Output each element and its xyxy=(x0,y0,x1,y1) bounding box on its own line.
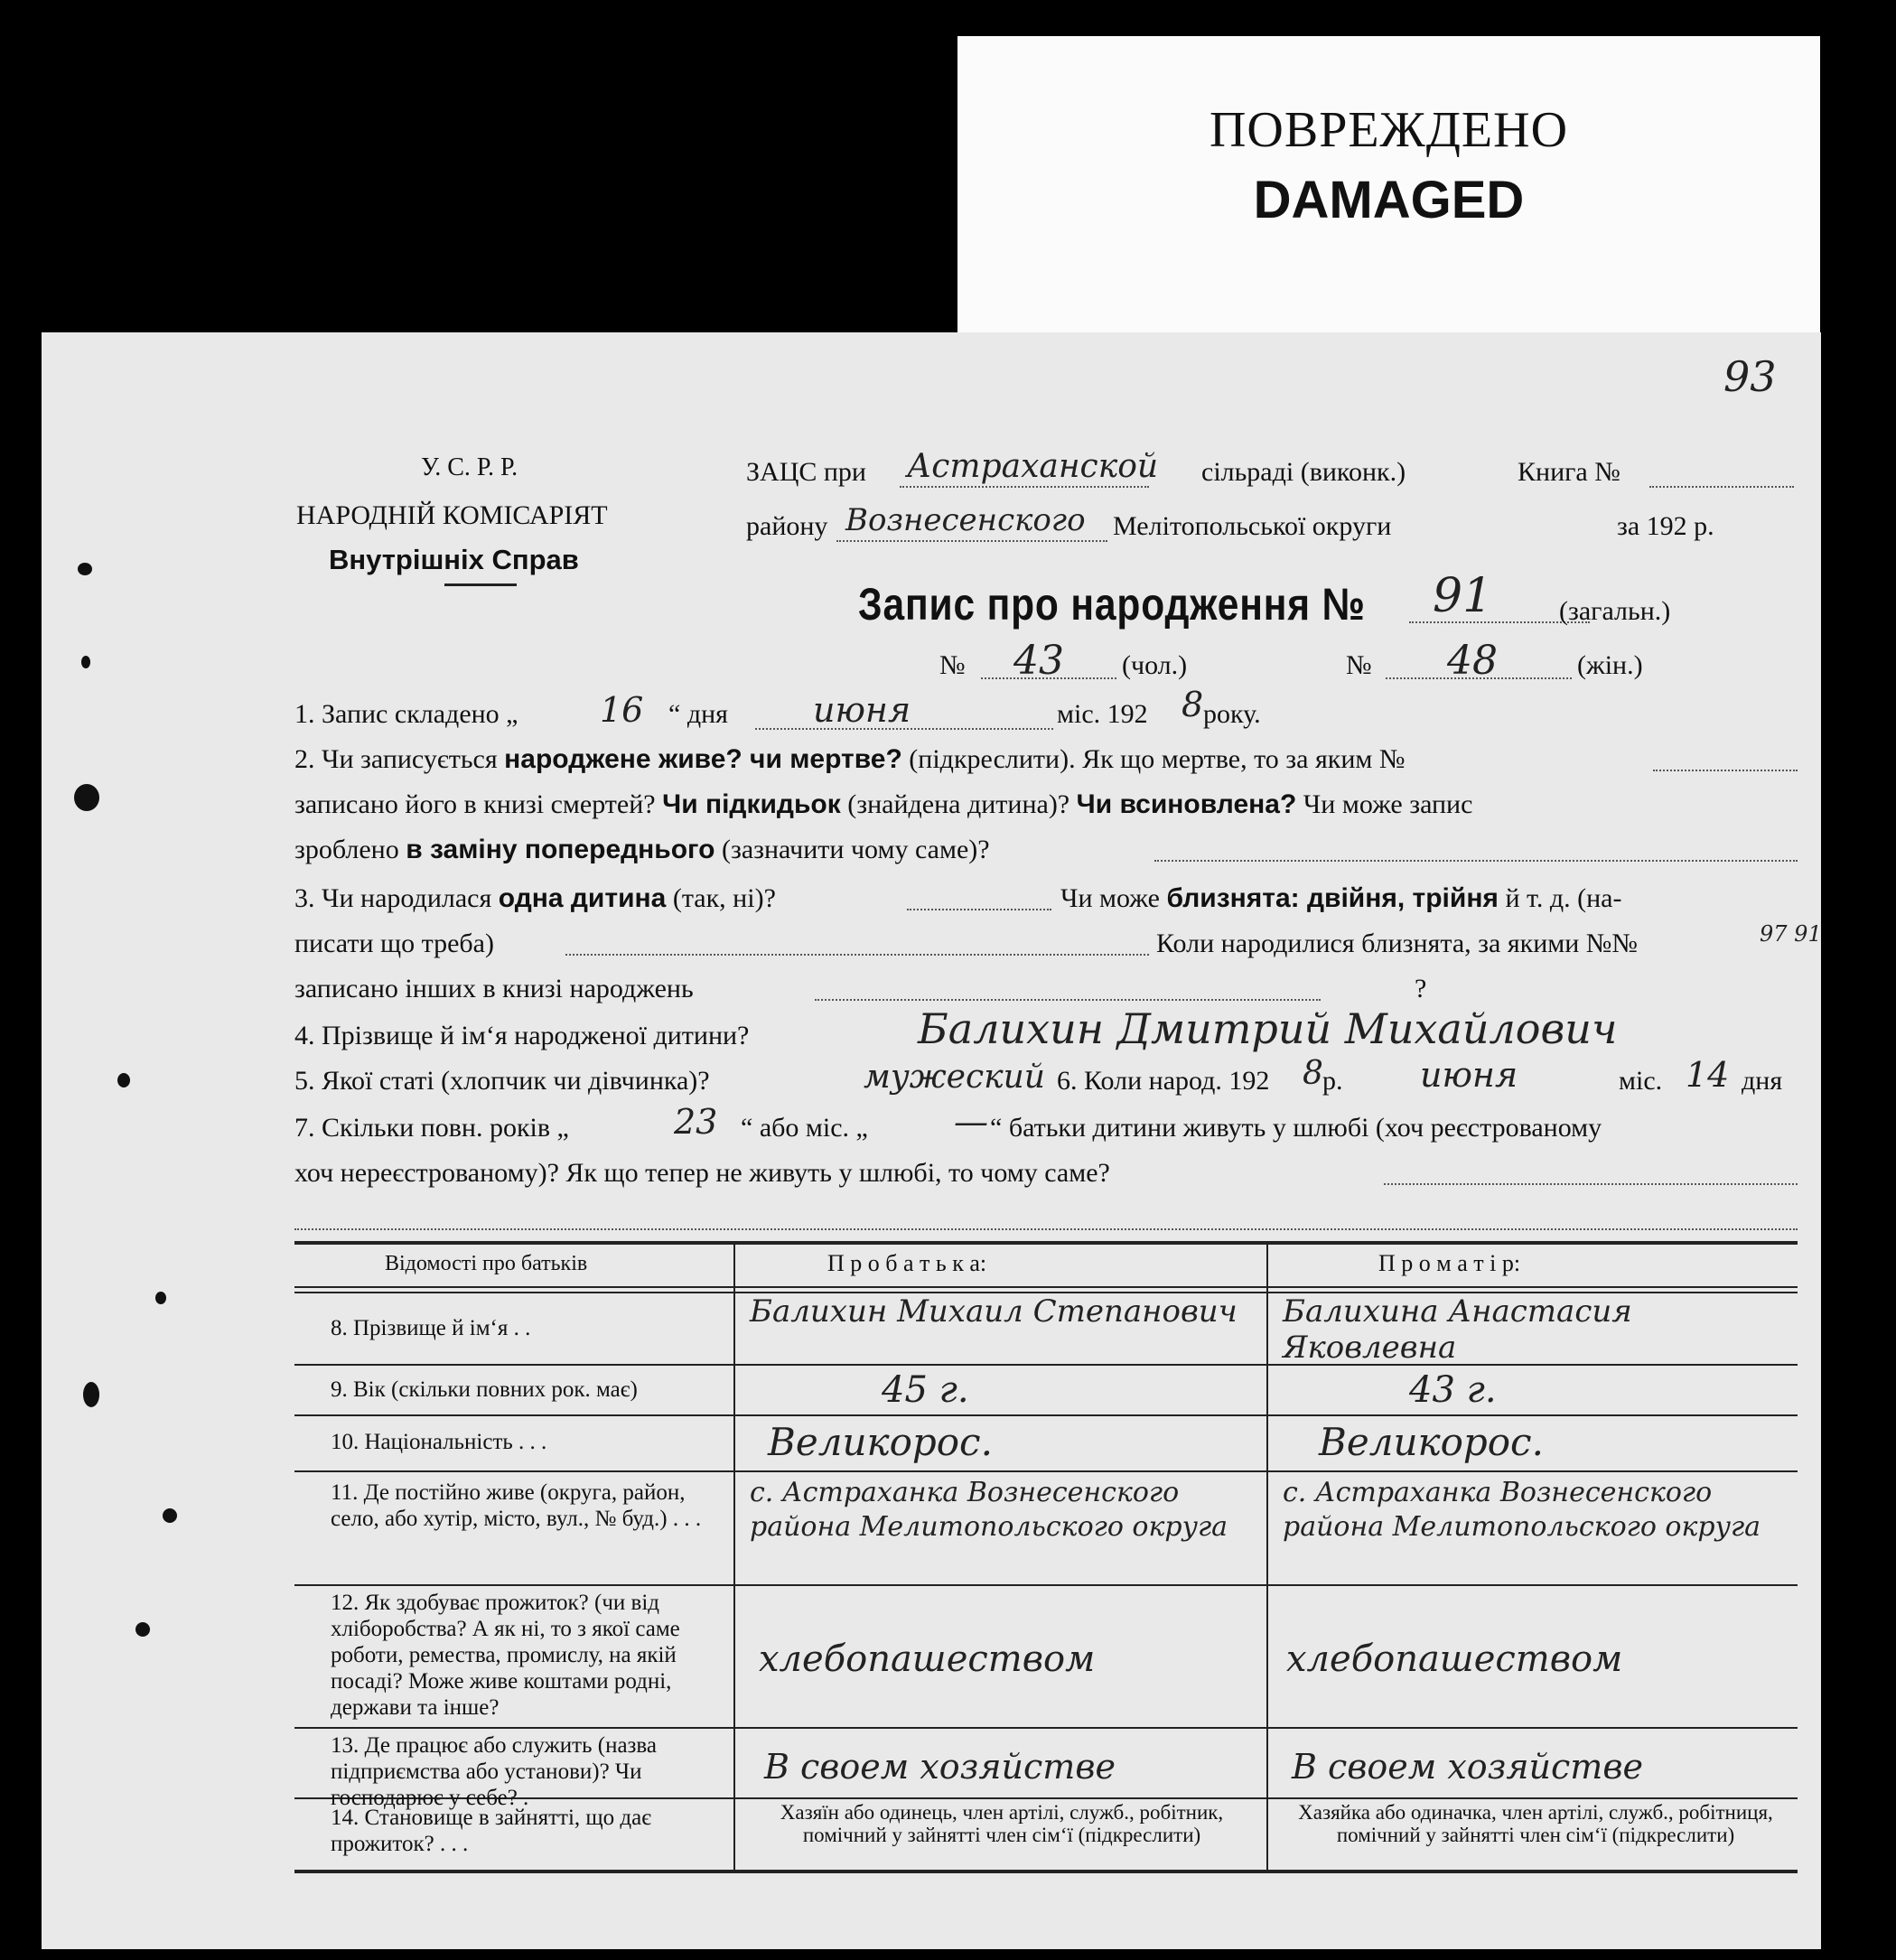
record-number: 91 xyxy=(1433,569,1493,623)
father-age: 45 г. xyxy=(882,1369,969,1411)
book-label: Книга № xyxy=(1518,457,1620,487)
punch-hole xyxy=(117,1073,130,1087)
q6-label: 6. Коли народ. 192 xyxy=(1057,1066,1270,1096)
q3-line1b: Чи може близнята: двійня, трійня й т. д. (на- xyxy=(1060,883,1622,913)
father-residence: с. Астраханка Вознесенского района Мелитопольского округа xyxy=(750,1477,1228,1543)
q6-dnya: дня xyxy=(1742,1066,1783,1096)
punch-hole xyxy=(83,1382,99,1407)
male-label: (чол.) xyxy=(1122,650,1188,680)
record-title: Запис про народження № xyxy=(858,579,1366,630)
zags-label: ЗАЦС при xyxy=(746,457,866,487)
punch-hole xyxy=(74,784,99,811)
father-status: Хазяїн або одинець, член артілі, служб., робітник, помічний у зайнятті член сім‘ї (підкреслити) xyxy=(780,1801,1224,1846)
q3-line2a: писати що треба) xyxy=(294,929,494,958)
female-label: (жін.) xyxy=(1577,650,1643,680)
q5-label: 5. Якої статі (хлопчик чи дівчинка)? xyxy=(294,1066,710,1096)
district-name: Вознесенского xyxy=(845,502,1086,538)
table-row-label: 10. Національність . . . xyxy=(331,1430,547,1454)
q3-line1a: 3. Чи народилася одна дитина (так, ні)? xyxy=(294,883,776,913)
page-number: 93 xyxy=(1723,352,1777,401)
table-row-label: 14. Становище в зайнятті, що дає прожиток? . . . xyxy=(331,1806,651,1856)
mother-workplace: В своем хозяйстве xyxy=(1292,1747,1643,1787)
no-female: № xyxy=(1346,650,1372,680)
mother-livelihood: хлебопашеством xyxy=(1286,1638,1623,1680)
punch-hole xyxy=(78,563,92,575)
punch-hole xyxy=(81,656,90,668)
marriage-months: — xyxy=(954,1102,988,1142)
department-label: Внутрішніх Справ xyxy=(329,544,579,575)
q6-r: р. xyxy=(1322,1066,1343,1096)
mother-status: Хазяйка або одиначка, член артілі, служб., робітниця, помічний у зайнятті член сім‘ї (підкреслити) xyxy=(1298,1801,1773,1846)
district-label: району xyxy=(746,511,828,541)
mother-name: Балихина Анастасия Яковлевна xyxy=(1283,1293,1632,1366)
marriage-years: 23 xyxy=(674,1102,718,1142)
punch-hole xyxy=(135,1622,150,1637)
q6-mis: міс. xyxy=(1619,1066,1663,1096)
father-workplace: В своем хозяйстве xyxy=(764,1747,1116,1787)
table-row-label: 9. Вік (скільки повних рок. має) xyxy=(331,1377,638,1402)
q3-line3b: ? xyxy=(1415,974,1427,1003)
birth-record-sheet xyxy=(42,332,1821,1949)
table-row-label: 12. Як здобуває прожиток? (чи від хліборобства? А як ні, то з якої саме роботи, ремества, промислу, на якій посаді? Може живе коштами родні, держави та інше? xyxy=(331,1591,680,1720)
child-sex: мужеский xyxy=(864,1059,1045,1096)
table-row-label: 8. Прізвище й ім‘я . . xyxy=(331,1316,531,1340)
q1-year: 8 xyxy=(1181,685,1204,724)
q2-line2: записано його в книзі смертей? Чи підкидьок (знайдена дитина)? Чи всиновлена? Чи може запис xyxy=(294,789,1473,819)
table-header-father: П р о б а т ь к а: xyxy=(827,1250,987,1276)
commissariat-label: НАРОДНІЙ КОМІСАРІЯТ xyxy=(296,500,608,530)
damage-label-en: DAMAGED xyxy=(1253,171,1525,229)
ussr-label: У. С. Р. Р. xyxy=(421,453,518,481)
punch-hole xyxy=(163,1508,177,1523)
male-number: 43 xyxy=(1013,638,1064,684)
no-male: № xyxy=(939,650,966,680)
mother-residence: с. Астраханка Вознесенского района Мелитопольского округа xyxy=(1283,1477,1761,1543)
q1-c: міс. 192 xyxy=(1057,699,1148,729)
table-row-label: 11. Де постійно живе (округа, район, село, або хутір, місто, вул., № буд.) . . . xyxy=(331,1480,702,1531)
q3-twins-numbers: 97 91 xyxy=(1760,921,1822,947)
q1-d: року. xyxy=(1203,699,1261,729)
q1-b: “ дня xyxy=(668,699,728,729)
q1-day: 16 xyxy=(600,690,644,730)
damage-label-ru: ПОВРЕЖДЕНО xyxy=(1209,102,1569,158)
q7-line2: хоч нереєстрованому)? Як що тепер не живуть у шлюбі, то чому саме? xyxy=(294,1158,1110,1188)
q1-month: июня xyxy=(813,690,911,730)
father-livelihood: хлебопашеством xyxy=(759,1638,1096,1680)
q1-a: 1. Запис складено „ xyxy=(294,699,518,729)
q7-c: “ батьки дитини живуть у шлюбі (хоч реєстрованому xyxy=(990,1113,1602,1143)
child-name: Балихин Дмитрий Михайлович xyxy=(918,1004,1618,1053)
mother-nationality: Великорос. xyxy=(1319,1420,1544,1464)
q3-line3a: записано інших в книзі народжень xyxy=(294,974,694,1003)
q7-b: “ або міс. „ xyxy=(741,1113,868,1143)
council-label: сільраді (виконк.) xyxy=(1201,457,1406,487)
table-header-parents: Відомості про батьків xyxy=(385,1252,588,1275)
birth-month: июня xyxy=(1420,1055,1518,1095)
q4-label: 4. Прізвище й ім‘я народженої дитини? xyxy=(294,1021,750,1050)
father-nationality: Великорос. xyxy=(768,1420,993,1464)
q2-line3: зроблено в заміну попереднього (зазначити чому саме)? xyxy=(294,835,990,864)
birth-year: 8 xyxy=(1303,1055,1323,1092)
father-name: Балихин Михаил Степанович xyxy=(750,1293,1238,1330)
punch-hole xyxy=(155,1292,166,1304)
general-label: (загальн.) xyxy=(1559,596,1671,626)
q7-a: 7. Скільки повн. років „ xyxy=(294,1113,569,1143)
mother-age: 43 г. xyxy=(1409,1369,1497,1411)
q2-line1: 2. Чи записується народжене живе? чи мертве? (підкреслити). Як що мертве, то за яким № xyxy=(294,744,1406,774)
birth-day: 14 xyxy=(1686,1055,1730,1095)
table-header-mother: П р о м а т і р: xyxy=(1378,1250,1521,1276)
okruga-label: Мелітопольської округи xyxy=(1113,511,1392,541)
female-number: 48 xyxy=(1447,638,1498,684)
q3-line2b: Коли народилися близнята, за якими №№ xyxy=(1156,929,1639,958)
village-name: Астраханской xyxy=(907,448,1159,485)
table-row-label: 13. Де працює або служить (назва підприємства або установи)? Чи господарює у себе? . xyxy=(331,1733,657,1810)
year-label: за 192 р. xyxy=(1617,511,1714,541)
